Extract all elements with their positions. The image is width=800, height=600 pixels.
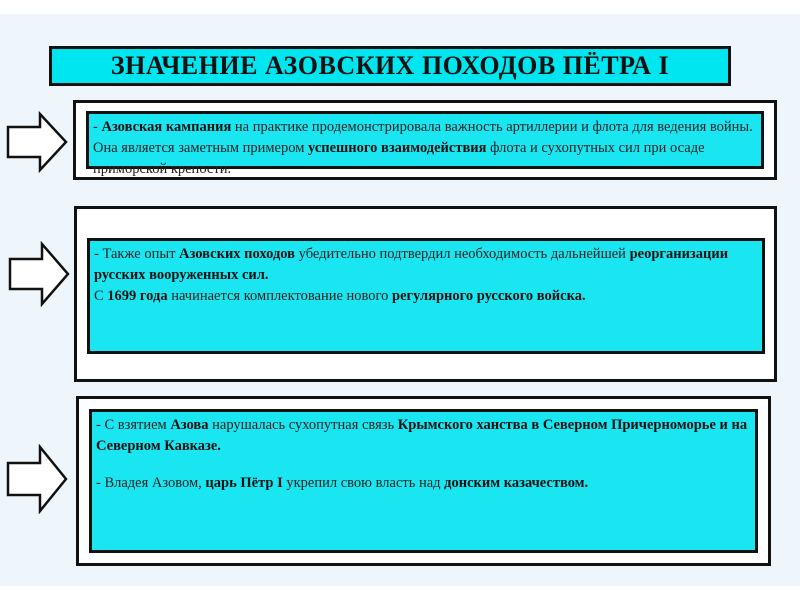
arrow-right-icon — [6, 444, 68, 514]
block-1-frame — [73, 100, 777, 180]
title-box — [49, 46, 731, 86]
block-3-paragraph-2: - Владея Азовом, царь Пётр I укрепил свою власть над донским казачеством. — [96, 475, 589, 491]
block-2-content — [87, 238, 765, 354]
block-3-paragraph-1: - С взятием Азова нарушалась сухопутная связь Крымского ханства в Северном Причерноморье и на Северном Кавказе. — [96, 417, 748, 454]
block-2-frame — [74, 206, 777, 382]
block-2-paragraph-1: - Также опыт Азовских походов убедительно подтвердил необходимость дальнейшей реорганизации русских вооруженных сил. — [94, 246, 729, 283]
block-1-text: - Азовская кампания на практике продемонстрировала важность артиллерии и флота для ведения войны. Она является заметным примером успешного взаимодействия флота и сухопутных сил при осаде приморской крепости. — [93, 119, 753, 177]
block-3-content — [89, 409, 758, 553]
block-1-content — [86, 111, 764, 177]
arrow-right-icon — [6, 111, 68, 173]
block-2-paragraph-2: С 1699 года начинается комплектование нового регулярного русского войска. — [94, 288, 586, 304]
page-title: ЗНАЧЕНИЕ АЗОВСКИХ ПОХОДОВ ПЁТРА I — [110, 51, 670, 80]
arrow-right-icon — [8, 241, 70, 307]
block-3-frame — [76, 396, 771, 566]
slide — [0, 14, 800, 586]
